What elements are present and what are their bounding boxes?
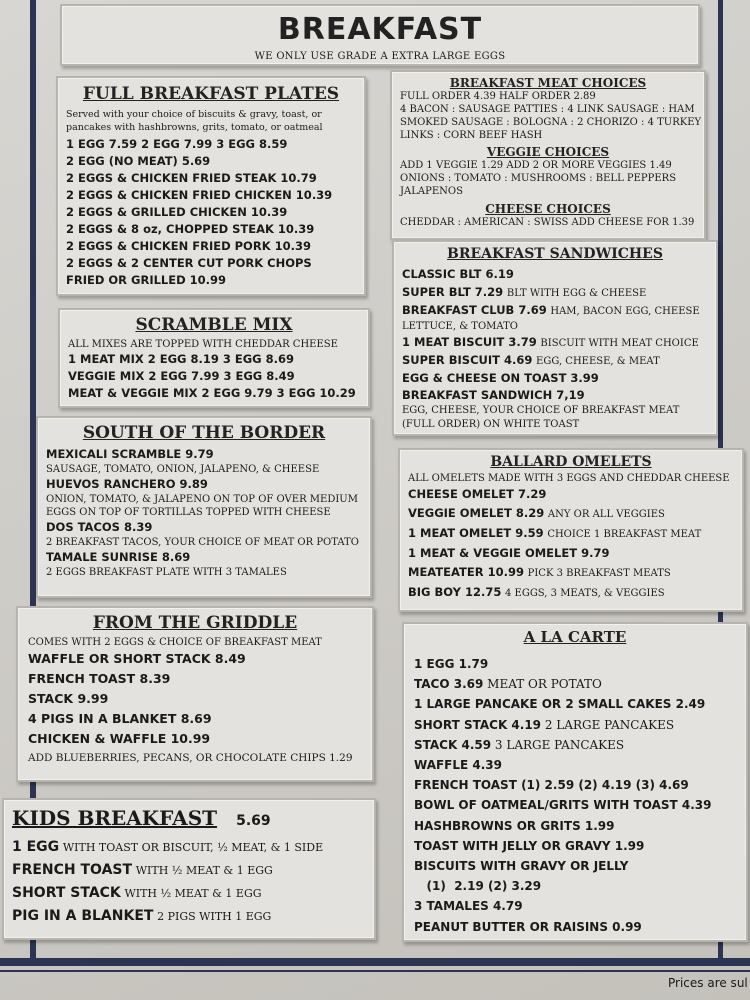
meat-choices-title: BREAKFAST MEAT CHOICES <box>449 76 647 90</box>
item-name: FRENCH TOAST (1) 2.59 (2) 4.19 (3) 4.69 <box>414 778 689 793</box>
item-name: VEGGIE OMELET 8.29 <box>408 506 545 520</box>
item-desc: MEAT OR POTATO <box>487 677 602 692</box>
a-la-carte-item <box>414 715 736 735</box>
sandwich-item <box>402 387 708 404</box>
choice-line: FULL ORDER 4.39 HALF ORDER 2.89 <box>400 91 596 102</box>
veggie-choices-title: VEGGIE CHOICES <box>486 145 610 159</box>
kids-item <box>12 905 366 928</box>
section-title: BALLARD OMELETS <box>490 454 652 470</box>
a-la-carte-item <box>414 816 736 836</box>
sandwich-desc-line <box>402 418 708 432</box>
bottom-border-line <box>0 958 750 966</box>
section-title: FROM THE GRIDDLE <box>92 613 298 633</box>
kids-item-name: 1 EGG <box>12 839 60 855</box>
item-name: CLASSIC BLT 6.19 <box>402 267 514 281</box>
kids-price: 5.69 <box>236 813 271 829</box>
choice-line: 4 BACON : SAUSAGE PATTIES : 4 LINK SAUSAGE : HAM <box>400 104 695 115</box>
section-note: ALL OMELETS MADE WITH 3 EGGS AND CHEDDAR CHEESE <box>408 473 730 484</box>
menu-item: 1 MEAT MIX 2 EGG 8.19 3 EGG 8.69 <box>68 352 294 366</box>
a-la-carte-item <box>414 775 736 795</box>
item-desc: BLT WITH EGG & CHEESE <box>506 288 647 299</box>
menu-item: 1 EGG 7.59 2 EGG 7.99 3 EGG 8.59 <box>66 137 288 151</box>
a-la-carte-item <box>414 654 736 674</box>
item-name: SUPER BISCUIT 4.69 <box>402 353 533 367</box>
item-description: ONION, TOMATO, & JALAPENO ON TOP OF OVER MEDIUM <box>46 494 358 505</box>
menu-item: 2 EGGS & GRILLED CHICKEN 10.39 <box>66 205 288 219</box>
a-la-carte-item <box>414 896 736 916</box>
item-name: TOAST WITH JELLY OR GRAVY 1.99 <box>414 838 645 853</box>
item-name: BREAKFAST SANDWICH 7,19 <box>402 388 585 402</box>
ballard-omelets-section <box>398 448 744 612</box>
breakfast-title-box <box>60 4 700 66</box>
sandwich-item <box>402 266 708 284</box>
menu-item: 2 EGGS & CHICKEN FRIED CHICKEN 10.39 <box>66 188 333 202</box>
choice-line: SMOKED SAUSAGE : BOLOGNA : 2 CHORIZO : 4 TURKEY <box>400 117 702 128</box>
omelet-item <box>408 485 734 504</box>
item-name: TACO 3.69 <box>414 677 484 692</box>
section-note: COMES WITH 2 EGGS & CHOICE OF BREAKFAST MEAT <box>28 637 322 648</box>
item-name: 1 EGG 1.79 <box>414 657 489 671</box>
item-desc: HAM, BACON EGG, CHEESE <box>550 306 700 317</box>
kids-item-desc: WITH ½ MEAT & 1 EGG <box>135 864 273 877</box>
menu-item: VEGGIE MIX 2 EGG 7.99 3 EGG 8.49 <box>68 369 295 383</box>
section-description: Served with your choice of biscuits & gravy, toast, or <box>66 109 322 120</box>
item-name: MEATEATER 10.99 <box>408 565 524 579</box>
breakfast-sandwiches-section <box>392 240 718 436</box>
item-name: HASHBROWNS OR GRITS 1.99 <box>414 818 615 833</box>
item-name: (1) 2.19 (2) 3.29 <box>414 879 542 894</box>
item-name: BREAKFAST CLUB 7.69 <box>402 303 547 317</box>
menu-item: 2 EGG (NO MEAT) 5.69 <box>66 154 211 168</box>
section-title: A LA CARTE <box>523 628 627 646</box>
item-desc: CHOICE 1 BREAKFAST MEAT <box>547 529 702 540</box>
section-description: pancakes with hashbrowns, grits, tomato, or oatmeal <box>66 122 323 133</box>
item-desc: PICK 3 BREAKFAST MEATS <box>527 568 671 579</box>
item-name: STACK 4.59 <box>414 737 492 752</box>
footer-note: Prices are sul <box>668 976 748 990</box>
sandwich-item <box>402 284 708 302</box>
sandwich-item <box>402 370 708 387</box>
choice-line: ADD 1 VEGGIE 1.29 ADD 2 OR MORE VEGGIES 1.49 <box>400 160 672 171</box>
from-the-griddle-section <box>16 606 374 782</box>
item-desc: (FULL ORDER) ON WHITE TOAST <box>402 419 580 430</box>
section-title: SCRAMBLE MIX <box>135 315 293 335</box>
menu-item: 2 EGGS & CHICKEN FRIED PORK 10.39 <box>66 239 311 253</box>
addon-note: ADD BLUEBERRIES, PECANS, OR CHOCOLATE CHIPS 1.29 <box>28 752 353 764</box>
choices-section <box>390 70 706 240</box>
item-name: 1 MEAT & VEGGIE OMELET 9.79 <box>408 546 610 560</box>
menu-item: STACK 9.99 <box>28 691 109 706</box>
item-name: 1 LARGE PANCAKE OR 2 SMALL CAKES 2.49 <box>414 697 706 712</box>
item-desc: LETTUCE, & TOMATO <box>402 321 518 332</box>
omelet-item <box>408 524 734 544</box>
item-name: EGG & CHEESE ON TOAST 3.99 <box>402 371 599 385</box>
page-title: BREAKFAST <box>277 12 483 47</box>
item-name: SUPER BLT 7.29 <box>402 285 504 299</box>
omelet-item <box>408 583 734 603</box>
a-la-carte-item <box>414 674 736 694</box>
kids-breakfast-section <box>2 798 376 940</box>
a-la-carte-item <box>414 694 736 714</box>
item-description: 2 EGGS BREAKFAST PLATE WITH 3 TAMALES <box>46 567 287 578</box>
item-name: BOWL OF OATMEAL/GRITS WITH TOAST 4.39 <box>414 798 712 813</box>
menu-item: 4 PIGS IN A BLANKET 8.69 <box>28 711 212 726</box>
sandwich-item <box>402 334 708 352</box>
menu-item: 2 EGGS & CHICKEN FRIED STEAK 10.79 <box>66 171 317 185</box>
item-desc: EGG, CHEESE, YOUR CHOICE OF BREAKFAST MEAT <box>402 405 680 416</box>
menu-item: MEAT & VEGGIE MIX 2 EGG 9.79 3 EGG 10.29 <box>68 386 356 400</box>
item-desc: ANY OR ALL VEGGIES <box>547 509 665 520</box>
item-desc: 2 LARGE PANCAKES <box>544 717 675 732</box>
sandwich-item <box>402 302 708 320</box>
menu-item: 2 EGGS & 2 CENTER CUT PORK CHOPS <box>66 256 312 270</box>
a-la-carte-item <box>414 856 736 876</box>
item-name: 3 TAMALES 4.79 <box>414 899 523 914</box>
scramble-mix-section <box>58 308 370 408</box>
item-name: SHORT STACK 4.19 <box>414 717 542 732</box>
bottom-border-thin-line <box>0 970 750 972</box>
menu-item: HUEVOS RANCHERO 9.89 <box>46 477 208 491</box>
section-title: SOUTH OF THE BORDER <box>82 423 326 443</box>
a-la-carte-item <box>414 876 736 896</box>
item-name: 1 MEAT OMELET 9.59 <box>408 526 544 540</box>
a-la-carte-item <box>414 917 736 937</box>
choice-line: CHEDDAR : AMERICAN : SWISS ADD CHEESE FOR 1.39 <box>400 217 695 228</box>
item-name: BIG BOY 12.75 <box>408 585 502 599</box>
item-description: SAUSAGE, TOMATO, ONION, JALAPENO, & CHEESE <box>46 464 320 475</box>
menu-item: MEXICALI SCRAMBLE 9.79 <box>46 447 214 461</box>
item-name: 1 MEAT BISCUIT 3.79 <box>402 335 537 349</box>
menu-item: CHICKEN & WAFFLE 10.99 <box>28 731 211 746</box>
item-description: EGGS ON TOP OF TORTILLAS TOPPED WITH CHEESE <box>46 507 331 518</box>
section-title: BREAKFAST SANDWICHES <box>447 246 663 262</box>
page-subtitle: WE ONLY USE GRADE A EXTRA LARGE EGGS <box>254 51 506 62</box>
kids-item-name: PIG IN A BLANKET <box>12 908 154 924</box>
choice-line: JALAPENOS <box>400 186 463 197</box>
menu-item: FRIED OR GRILLED 10.99 <box>66 273 227 287</box>
kids-item <box>12 882 366 905</box>
choice-line: ONIONS : TOMATO : MUSHROOMS : BELL PEPPERS <box>400 173 677 184</box>
item-desc: 4 EGGS, 3 MEATS, & VEGGIES <box>504 588 665 599</box>
a-la-carte-item <box>414 755 736 775</box>
a-la-carte-item <box>414 795 736 815</box>
omelet-item <box>408 544 734 563</box>
menu-item: DOS TACOS 8.39 <box>46 520 153 534</box>
item-name: PEANUT BUTTER OR RAISINS 0.99 <box>414 919 642 934</box>
item-desc: EGG, CHEESE, & MEAT <box>536 356 660 367</box>
sandwich-desc-line <box>402 404 708 418</box>
cheese-choices-title: CHEESE CHOICES <box>485 202 611 216</box>
south-of-the-border-section <box>36 416 372 598</box>
section-note: ALL MIXES ARE TOPPED WITH CHEDDAR CHEESE <box>68 339 338 350</box>
item-name: BISCUITS WITH GRAVY OR JELLY <box>414 859 629 874</box>
section-title: KIDS BREAKFAST <box>12 806 218 830</box>
kids-item-desc: WITH ½ MEAT & 1 EGG <box>124 887 262 900</box>
a-la-carte-item <box>414 735 736 755</box>
menu-item: WAFFLE OR SHORT STACK 8.49 <box>28 651 246 666</box>
menu-item: TAMALE SUNRISE 8.69 <box>46 550 191 564</box>
sandwich-desc-line <box>402 320 708 334</box>
full-breakfast-plates-section <box>56 76 366 296</box>
kids-item <box>12 836 366 859</box>
a-la-carte-section <box>402 622 748 942</box>
item-description: 2 BREAKFAST TACOS, YOUR CHOICE OF MEAT OR POTATO <box>46 537 359 548</box>
item-desc: 3 LARGE PANCAKES <box>494 737 625 752</box>
section-title: FULL BREAKFAST PLATES <box>82 84 340 104</box>
kids-item <box>12 859 366 882</box>
menu-item: FRENCH TOAST 8.39 <box>28 671 171 686</box>
item-name: CHEESE OMELET 7.29 <box>408 487 547 501</box>
item-name: WAFFLE 4.39 <box>414 758 503 773</box>
kids-item-desc: WITH TOAST OR BISCUIT, ½ MEAT, & 1 SIDE <box>62 841 324 854</box>
omelet-item <box>408 563 734 583</box>
choice-line: LINKS : CORN BEEF HASH <box>400 130 543 141</box>
item-desc: BISCUIT WITH MEAT CHOICE <box>540 338 699 349</box>
kids-item-name: SHORT STACK <box>12 885 121 901</box>
omelet-item <box>408 504 734 524</box>
a-la-carte-item <box>414 836 736 856</box>
kids-item-name: FRENCH TOAST <box>12 862 133 878</box>
menu-item: 2 EGGS & 8 oz, CHOPPED STEAK 10.39 <box>66 222 315 236</box>
kids-item-desc: 2 PIGS WITH 1 EGG <box>157 910 272 923</box>
sandwich-item <box>402 352 708 370</box>
